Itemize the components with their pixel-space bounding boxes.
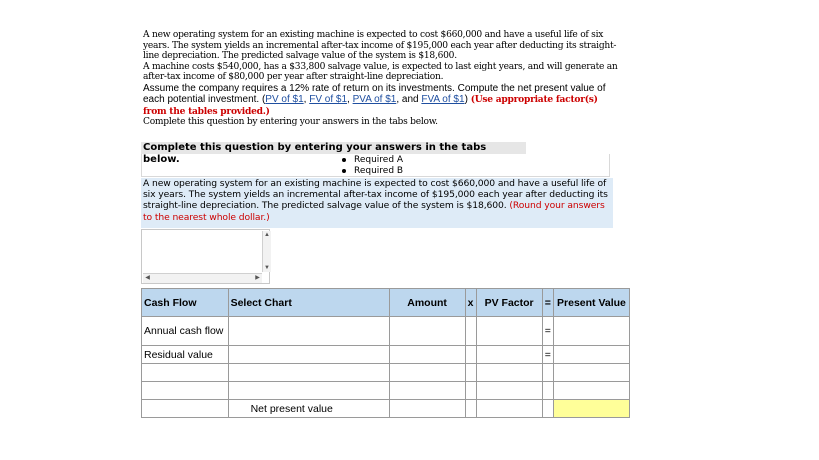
select-chart-annual[interactable] (228, 317, 389, 346)
empty-cell[interactable] (389, 364, 465, 382)
present-value-annual[interactable] (553, 317, 629, 346)
question-text: A new operating system for an existing machine is expected to cost $660,000 and have a useful life of six years. The system yields an incremental after-tax income of $195,000 each year after deducting its straight-line depreciation. The predicted salvage value of the system is $18,600. (143, 178, 608, 212)
vertical-scrollbar[interactable] (262, 231, 271, 272)
npv-total-input[interactable] (553, 400, 629, 418)
empty-cell[interactable] (389, 382, 465, 400)
problem-paragraph-3-text: Assume the company requires a 12% rate of return on its investments. Compute the net present value of each potential investment. ( (143, 82, 606, 106)
header-multiply: x (465, 289, 476, 317)
empty-cell (542, 400, 553, 418)
empty-cell (389, 400, 465, 418)
header-pv-factor: PV Factor (476, 289, 542, 317)
problem-paragraph-3: Assume the company requires a 12% rate of return on its investments. Compute the net present value of each potential investment. (PV of $1, FV of $1, PVA of $1, and FVA of $1) (Use appropriate factor(s) from the tables provided.) (143, 82, 606, 117)
empty-cell[interactable] (553, 382, 629, 400)
header-cash-flow: Cash Flow (142, 289, 229, 317)
empty-cell (142, 364, 229, 382)
empty-cell[interactable] (476, 364, 542, 382)
complete-header: Complete this question by entering your answers in the tabs below. (141, 142, 526, 154)
pva-of-1-link[interactable]: PVA of $1 (352, 94, 397, 106)
bullet-icon (342, 169, 346, 173)
amount-input-annual[interactable] (389, 317, 465, 346)
tab-required-a[interactable] (342, 155, 403, 166)
tabs-container (141, 154, 610, 177)
problem-statement (143, 30, 623, 128)
empty-cell (476, 400, 542, 418)
horizontal-scrollbar[interactable] (143, 273, 262, 283)
empty-cell (542, 382, 553, 400)
rounding-note: (Round your answers to the nearest whole dollar.) (143, 200, 605, 223)
scroll-up-icon[interactable]: ▲ (264, 232, 270, 238)
empty-cell[interactable] (476, 382, 542, 400)
complete-instruction: Complete this question by entering your answers in the tabs below. (143, 117, 438, 128)
bullet-icon (342, 158, 346, 162)
npv-label: Net present value (228, 400, 389, 418)
pv-of-1-link[interactable]: PV of $1 (265, 94, 304, 106)
table-header-row (142, 289, 630, 317)
row-label-annual-cash-flow: Annual cash flow (142, 317, 229, 346)
close-paren: ) (464, 94, 468, 106)
header-select-chart: Select Chart (228, 289, 389, 317)
fv-of-1-link[interactable]: FV of $1 (309, 94, 348, 106)
empty-cell (465, 382, 476, 400)
header-amount: Amount (389, 289, 465, 317)
tab-required-a-label: Required A (354, 155, 404, 165)
present-value-residual[interactable] (553, 346, 629, 364)
header-equals: = (542, 289, 553, 317)
amount-input-residual[interactable] (389, 346, 465, 364)
fva-of-1-link[interactable]: FVA of $1 (421, 94, 465, 106)
pv-factor-input-annual[interactable] (476, 317, 542, 346)
scroll-left-icon[interactable]: ◀ (145, 275, 150, 281)
problem-paragraph-1: A new operating system for an existing machine is expected to cost $660,000 and have a useful life of six years. The system yields an incremental after-tax income of $195,000 each year after deducting its straight-line depreciation. The predicted salvage value of the system is $18,600. (143, 30, 617, 62)
and-text: , and (396, 94, 422, 106)
tab-required-b[interactable] (342, 166, 403, 177)
use-factors-instruction: (Use appropriate factor(s) from the tables provided.) (143, 94, 598, 117)
question-box (141, 178, 613, 228)
tab-required-b-label: Required B (354, 166, 404, 176)
pv-factor-input-residual[interactable] (476, 346, 542, 364)
row-label-residual-value: Residual value (142, 346, 229, 364)
table-row (142, 364, 630, 382)
table-row (142, 317, 630, 346)
empty-cell[interactable] (553, 364, 629, 382)
equals-cell: = (542, 346, 553, 364)
scroll-right-icon[interactable]: ▶ (255, 275, 260, 281)
empty-cell (142, 382, 229, 400)
multiply-cell (465, 346, 476, 364)
select-chart-residual[interactable] (228, 346, 389, 364)
problem-paragraph-2: A machine costs $540,000, has a $33,800 salvage value, is expected to last eight years, and will generate an after-tax income of $80,000 per year after straight-line depreciation. (143, 61, 618, 83)
empty-cell[interactable] (228, 364, 389, 382)
empty-cell (142, 400, 229, 418)
npv-table (141, 288, 630, 424)
scroll-down-icon[interactable]: ▼ (264, 265, 270, 271)
empty-cell (465, 364, 476, 382)
table-row (142, 382, 630, 400)
empty-cell (465, 400, 476, 418)
empty-cell (542, 364, 553, 382)
header-present-value: Present Value (553, 289, 629, 317)
table-row (142, 346, 630, 364)
equals-cell: = (542, 317, 553, 346)
empty-cell[interactable] (228, 382, 389, 400)
table-row-npv (142, 400, 630, 418)
multiply-cell (465, 317, 476, 346)
